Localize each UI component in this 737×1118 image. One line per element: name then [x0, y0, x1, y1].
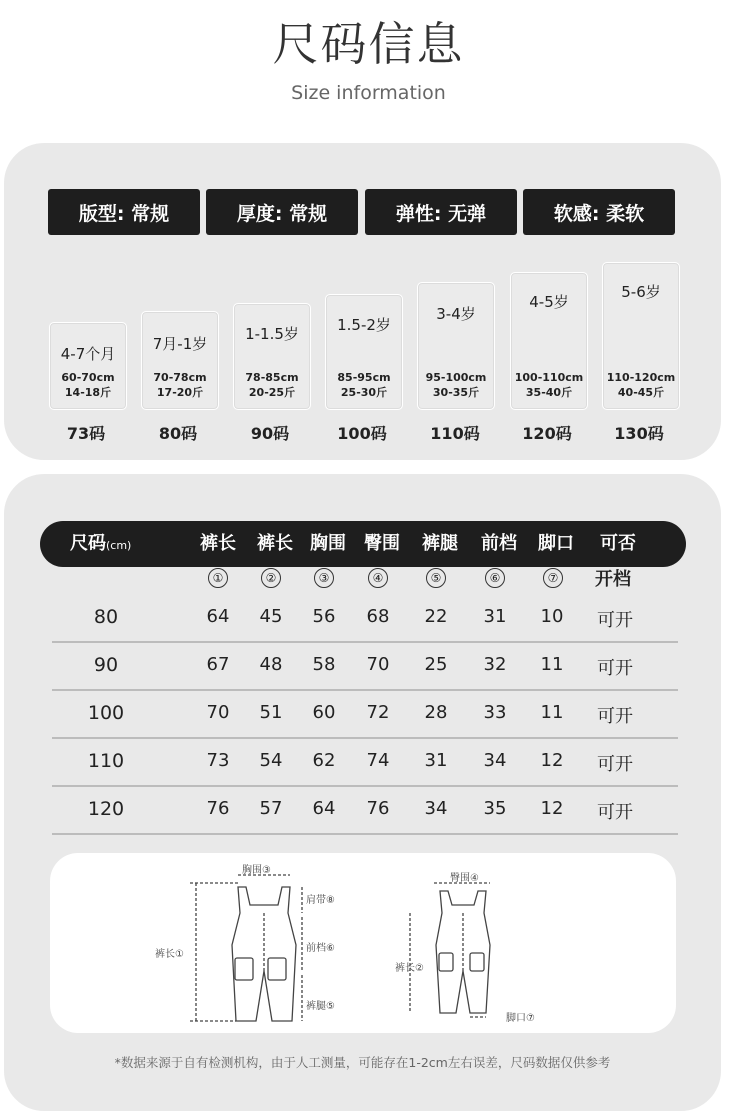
size-card — [417, 282, 495, 410]
row-value: 32 — [483, 654, 507, 675]
row-value: 10 — [540, 606, 564, 627]
row-value: 62 — [312, 750, 336, 771]
size-age: 1.5-2岁 — [337, 316, 391, 334]
size-header-unit: (cm) — [106, 539, 132, 552]
attribute-badge-thickness: 厚度: 常规 — [206, 189, 358, 235]
row-open: 可开 — [597, 610, 633, 631]
column-header: 可否 — [600, 533, 636, 554]
row-value: 76 — [206, 798, 230, 819]
size-column-header — [70, 521, 131, 567]
row-value: 51 — [259, 702, 283, 723]
measurement-number: ⑦ — [543, 568, 563, 588]
row-value: 34 — [483, 750, 507, 771]
row-value: 28 — [424, 702, 448, 723]
column-header: 脚口 — [538, 533, 574, 554]
label-length-right: 裤长② — [395, 963, 424, 974]
row-value: 64 — [206, 606, 230, 627]
attribute-badge-fit: 版型: 常规 — [48, 189, 200, 235]
size-height: 95-100cm — [425, 371, 487, 384]
table-header — [40, 521, 686, 567]
label-strap: 肩带⑧ — [306, 895, 335, 906]
row-size: 90 — [93, 654, 119, 676]
measurement-number-row — [4, 568, 721, 594]
size-card — [233, 303, 311, 410]
size-code: 130码 — [614, 424, 664, 443]
size-age: 3-4岁 — [436, 305, 476, 323]
measurement-number: ② — [261, 568, 281, 588]
measurement-diagram — [50, 853, 676, 1033]
row-value: 54 — [259, 750, 283, 771]
row-open: 可开 — [597, 754, 633, 775]
row-value: 12 — [540, 750, 564, 771]
measurement-number: ⑤ — [426, 568, 446, 588]
measurement-number: ④ — [368, 568, 388, 588]
size-weight: 20-25斤 — [248, 386, 296, 399]
row-size: 120 — [87, 798, 125, 820]
row-value: 31 — [424, 750, 448, 771]
size-card — [602, 262, 680, 410]
measurement-number: ⑥ — [485, 568, 505, 588]
row-value: 25 — [424, 654, 448, 675]
attribute-badge-elasticity: 弹性: 无弹 — [365, 189, 517, 235]
row-value: 48 — [259, 654, 283, 675]
label-leg: 裤腿⑤ — [306, 1001, 335, 1012]
row-value: 22 — [424, 606, 448, 627]
size-weight: 35-40斤 — [525, 386, 573, 399]
size-code: 80码 — [158, 424, 198, 443]
table-row — [52, 786, 678, 835]
row-value: 64 — [312, 798, 336, 819]
size-age: 4-7个月 — [60, 345, 116, 363]
size-height: 60-70cm — [61, 371, 115, 384]
row-value: 73 — [206, 750, 230, 771]
column-header: 臀围 — [364, 533, 400, 554]
row-value: 33 — [483, 702, 507, 723]
size-age: 7月-1岁 — [152, 335, 208, 353]
row-open: 可开 — [597, 706, 633, 727]
row-value: 11 — [540, 654, 564, 675]
row-value: 11 — [540, 702, 564, 723]
open-crotch-header: 开档 — [595, 569, 631, 590]
size-age: 4-5岁 — [529, 293, 569, 311]
row-value: 34 — [424, 798, 448, 819]
column-header: 裤长 — [257, 533, 293, 554]
size-card — [141, 311, 219, 410]
size-weight: 30-35斤 — [432, 386, 480, 399]
size-weight: 40-45斤 — [617, 386, 665, 399]
row-value: 70 — [206, 702, 230, 723]
row-open: 可开 — [597, 658, 633, 679]
row-value: 67 — [206, 654, 230, 675]
measurement-panel — [4, 474, 721, 1111]
row-value: 35 — [483, 798, 507, 819]
diagram-svg — [50, 853, 676, 1033]
label-length-left: 裤长① — [155, 949, 184, 960]
row-value: 57 — [259, 798, 283, 819]
row-value: 74 — [366, 750, 390, 771]
size-height: 110-120cm — [606, 371, 676, 384]
column-header: 胸围 — [310, 533, 346, 554]
size-age: 1-1.5岁 — [245, 325, 299, 343]
table-row — [52, 738, 678, 787]
column-header: 裤腿 — [422, 533, 458, 554]
size-weight: 25-30斤 — [340, 386, 388, 399]
table-row — [52, 594, 678, 643]
row-value: 56 — [312, 606, 336, 627]
measurement-number: ③ — [314, 568, 334, 588]
row-size: 100 — [87, 702, 125, 724]
size-card — [510, 272, 588, 410]
label-hem: 脚口⑦ — [506, 1013, 535, 1024]
size-code: 110码 — [430, 424, 480, 443]
label-hip: 臀围④ — [450, 873, 479, 884]
size-age: 5-6岁 — [621, 283, 661, 301]
row-value: 60 — [312, 702, 336, 723]
size-height: 85-95cm — [337, 371, 391, 384]
row-value: 70 — [366, 654, 390, 675]
table-row — [52, 690, 678, 739]
table-row — [52, 642, 678, 691]
size-weight: 14-18斤 — [64, 386, 112, 399]
row-value: 12 — [540, 798, 564, 819]
row-open: 可开 — [597, 802, 633, 823]
measurement-number: ① — [208, 568, 228, 588]
size-code: 73码 — [66, 424, 106, 443]
row-value: 72 — [366, 702, 390, 723]
size-header-label: 尺码 — [70, 533, 106, 554]
size-code: 120码 — [522, 424, 572, 443]
row-value: 45 — [259, 606, 283, 627]
row-value: 58 — [312, 654, 336, 675]
label-front-rise: 前档⑥ — [306, 943, 335, 954]
footnote: *数据来源于自有检测机构，由于人工测量，可能存在1-2cm左右误差，尺码数据仅供参考 — [114, 1055, 611, 1070]
size-height: 100-110cm — [514, 371, 584, 384]
row-size: 110 — [87, 750, 125, 772]
row-value: 76 — [366, 798, 390, 819]
column-header: 前档 — [481, 533, 517, 554]
size-weight: 17-20斤 — [156, 386, 204, 399]
size-guide-panel — [4, 143, 721, 460]
size-card — [325, 294, 403, 410]
row-value: 68 — [366, 606, 390, 627]
attribute-badge-softness: 软感: 柔软 — [523, 189, 675, 235]
page-title: 尺码信息 — [272, 17, 465, 71]
row-size: 80 — [93, 606, 119, 628]
label-chest: 胸围③ — [242, 865, 271, 876]
row-value: 31 — [483, 606, 507, 627]
size-code: 90码 — [250, 424, 290, 443]
column-header: 裤长 — [200, 533, 236, 554]
size-code: 100码 — [337, 424, 387, 443]
size-card — [49, 322, 127, 410]
size-height: 78-85cm — [245, 371, 299, 384]
size-height: 70-78cm — [153, 371, 207, 384]
page-subtitle: Size information — [291, 82, 446, 104]
